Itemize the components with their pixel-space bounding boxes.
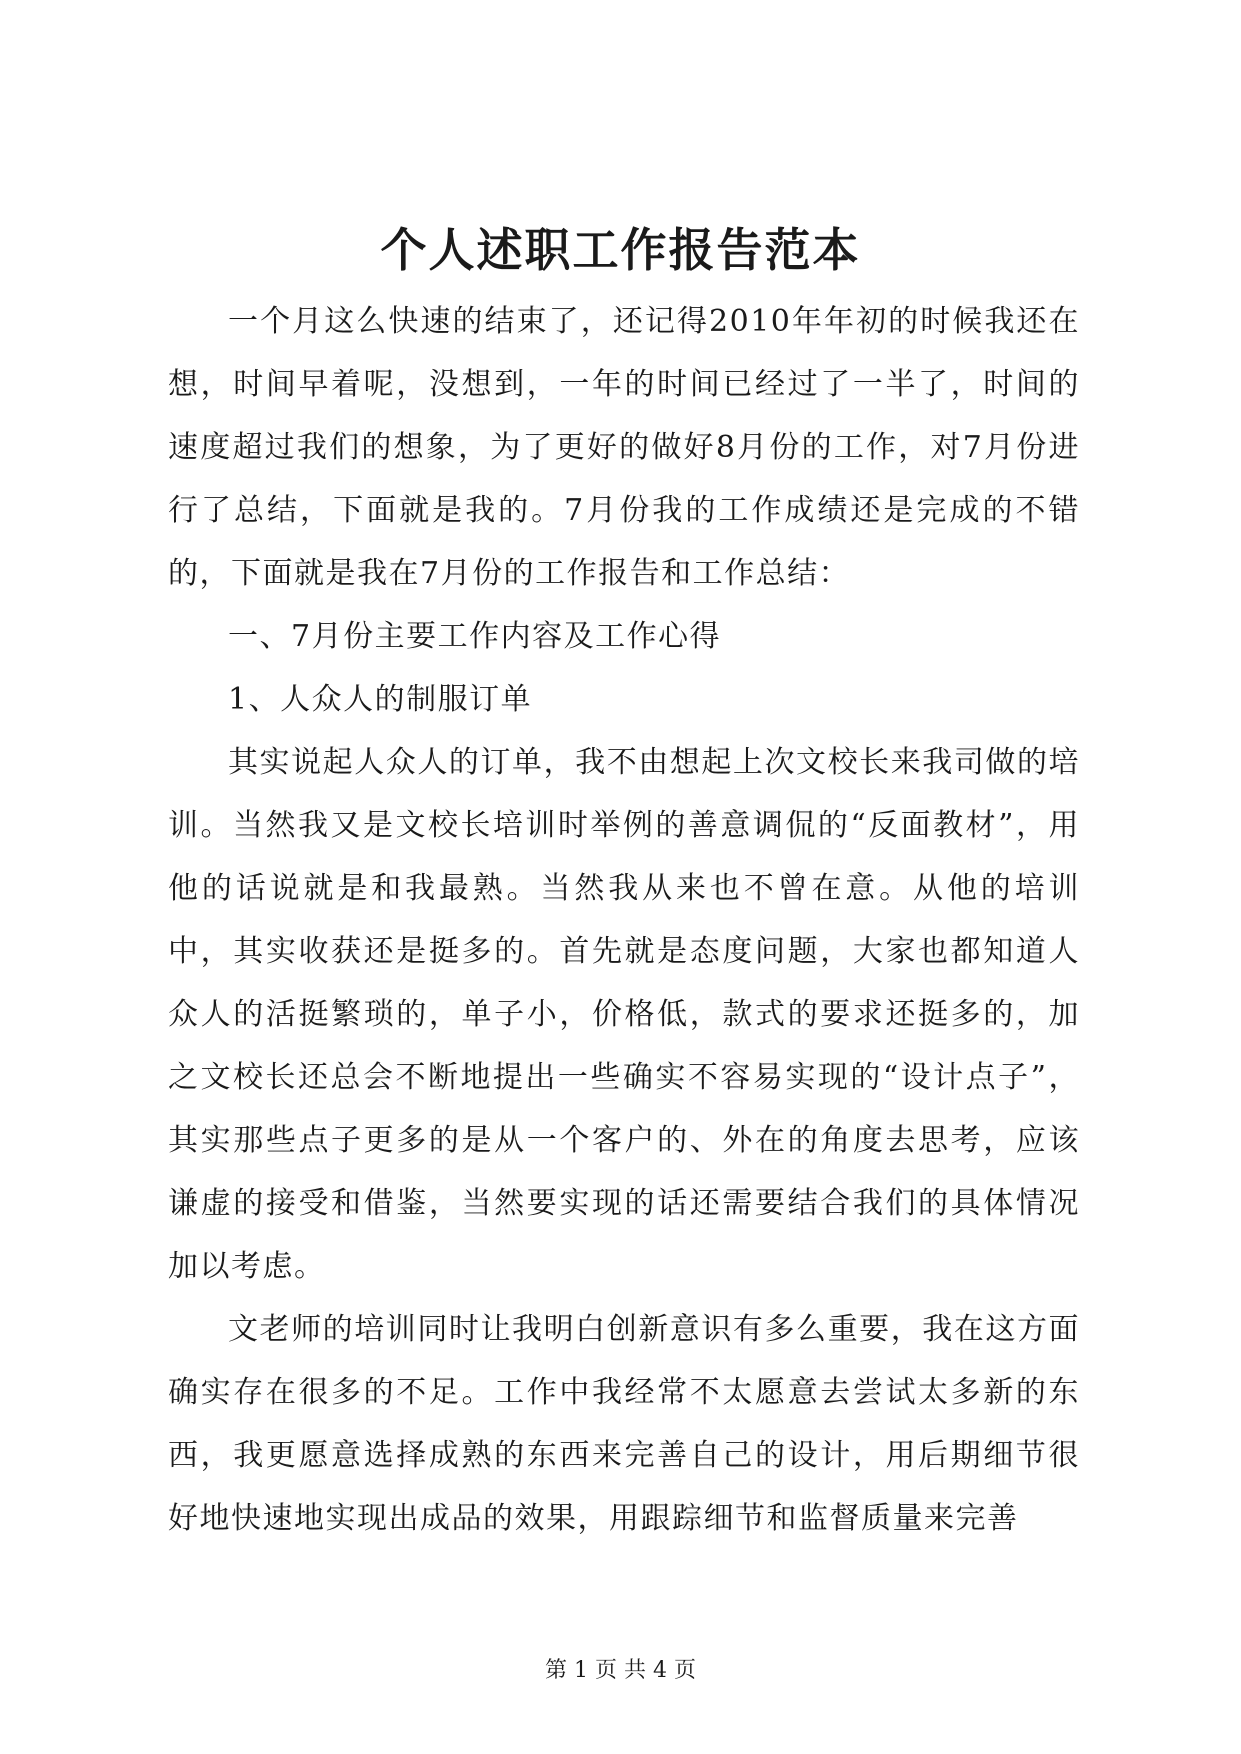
paragraph-innovation: 文老师的培训同时让我明白创新意识有多么重要，我在这方面确实存在很多的不足。工作中我经常不太愿意去尝试太多新的东西，我更愿意选择成熟的东西来完善自己的设计，用后期细节很好地快速地实现出成品的效果，用跟踪细节和监督质量来完善	[168, 1312, 1080, 1536]
subsection-heading: 1、人众人的制服订单	[228, 682, 533, 717]
section-heading: 一、7月份主要工作内容及工作心得	[228, 619, 722, 654]
paragraph-intro: 一个月这么快速的结束了，还记得2010年年初的时候我还在想，时间早着呢，没想到，一年的时间已经过了一半了，时间的速度超过我们的想象，为了更好的做好8月份的工作，对7月份进行了总结，下面就是我的。7月份我的工作成绩还是完成的不错的，下面就是我在7月份的工作报告和工作总结：	[168, 304, 1080, 591]
document-body	[168, 290, 1080, 1550]
document-title: 个人述职工作报告范本	[380, 223, 861, 277]
paragraph-training: 其实说起人众人的订单，我不由想起上次文校长来我司做的培训。当然我又是文校长培训时举例的善意调侃的“反面教材”，用他的话说就是和我最熟。当然我从来也不曾在意。从他的培训中，其实收获还是挺多的。首先就是态度问题，大家也都知道人众人的活挺繁琐的，单子小，价格低，款式的要求还挺多的，加之文校长还总会不断地提出一些确实不容易实现的“设计点子”，其实那些点子更多的是从一个客户的、外在的角度去思考，应该谦虚的接受和借鉴，当然要实现的话还需要结合我们的具体情况加以考虑。	[168, 745, 1080, 1284]
page-number-footer: 第 1 页 共 4 页	[545, 1658, 696, 1683]
